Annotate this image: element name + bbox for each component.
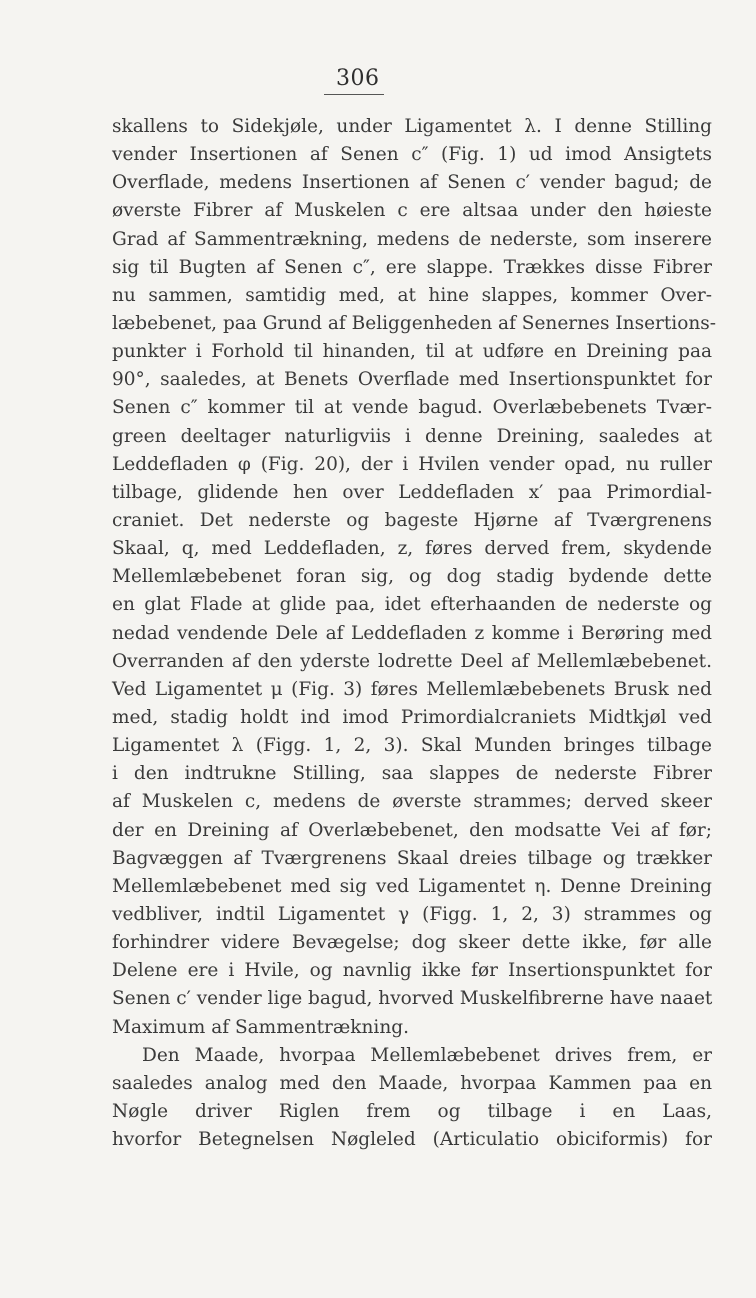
text-line: Nøgle driver Riglen frem og tilbage i en Laas, <box>112 1100 712 1122</box>
text-line: Grad af Sammentrækning, medens de nederste, som inserere <box>112 228 712 250</box>
text-line: Delene ere i Hvile, og navnlig ikke før Insertionspunktet for <box>112 960 712 982</box>
text-line: Ved Ligamentet μ (Fig. 3) føres Mellemlæbebenets Brusk ned <box>112 678 712 700</box>
text-line: Mellemlæbebenet foran sig, og dog stadig bydende dette <box>112 566 712 588</box>
text-line: forhindrer videre Bevægelse; dog skeer dette ikke, før alle <box>112 932 712 954</box>
page-number-rule <box>324 94 384 95</box>
text-line: punkter i Forhold til hinanden, til at udføre en Dreining paa <box>112 341 712 363</box>
body-text <box>112 113 717 1154</box>
text-line: læbebenet, paa Grund af Beliggenheden af Senernes Insertions- <box>112 312 717 334</box>
text-line: tilbage, glidende hen over Leddefladen x′ paa Primordial- <box>112 481 712 503</box>
text-line: Den Maade, hvorpaa Mellemlæbebenet drives frem, er <box>142 1044 712 1066</box>
text-line: green deeltager naturligviis i denne Dreining, saaledes at <box>112 425 712 447</box>
text-line: der en Dreining af Overlæbebenet, den modsatte Vei af før; <box>112 819 712 841</box>
paragraph-2 <box>112 1042 712 1155</box>
text-line: Overflade, medens Insertionen af Senen c′ vender bagud; de <box>112 172 712 194</box>
text-line: Mellemlæbebenet med sig ved Ligamentet η. Denne Dreining <box>112 875 712 897</box>
text-line: skallens to Sidekjøle, under Ligamentet λ. I denne Stilling <box>112 116 712 137</box>
text-line: nedad vendende Dele af Leddefladen z komme i Berøring med <box>112 622 712 644</box>
text-line: nu sammen, samtidig med, at hine slappes, kommer Over- <box>112 284 712 306</box>
text-line: øverste Fibrer af Muskelen c ere altsaa under den høieste <box>112 200 712 222</box>
text-line: Skaal, q, med Leddefladen, z, føres derved frem, skydende <box>112 538 712 560</box>
text-line: en glat Flade at glide paa, idet efterhaanden de nederste og <box>112 594 712 616</box>
text-line: sig til Bugten af Senen c″, ere slappe. Trækkes disse Fibrer <box>112 256 712 278</box>
text-line: hvorfor Betegnelsen Nøgleled (Articulatio obiciformis) for <box>112 1129 712 1151</box>
page-number: 306 <box>336 66 380 91</box>
text-line: Senen c″ kommer til at vende bagud. Overlæbebenets Tvær- <box>112 397 712 419</box>
text-line: craniet. Det nederste og bageste Hjørne af Tværgrenens <box>112 509 712 531</box>
text-line: vender Insertionen af Senen c″ (Fig. 1) ud imod Ansigtets <box>112 144 712 166</box>
text-line: med, stadig holdt ind imod Primordialcraniets Midtkjøl ved <box>112 706 712 728</box>
text-line: af Muskelen c, medens de øverste strammes; derved skeer <box>112 791 712 813</box>
text-line: Maximum af Sammentrækning. <box>112 1016 409 1038</box>
text-line: Bagvæggen af Tværgrenens Skaal dreies tilbage og trækker <box>112 847 712 869</box>
text-line: 90°, saaledes, at Benets Overflade med Insertionspunktet for <box>112 369 712 391</box>
paragraph-1 <box>112 113 717 1042</box>
text-line: Senen c′ vender lige bagud, hvorved Muskelfibrerne have naaet <box>112 988 713 1010</box>
text-line: Overranden af den yderste lodrette Deel af Mellemlæbebenet. <box>112 650 712 672</box>
text-line: vedbliver, indtil Ligamentet γ (Figg. 1, 2, 3) strammes og <box>112 903 712 925</box>
text-line: Ligamentet λ (Figg. 1, 2, 3). Skal Munden bringes tilbage <box>112 735 712 757</box>
text-line: i den indtrukne Stilling, saa slappes de nederste Fibrer <box>112 763 712 785</box>
text-line: Leddefladen φ (Fig. 20), der i Hvilen vender opad, nu ruller <box>112 453 712 475</box>
text-line: saaledes analog med den Maade, hvorpaa Kammen paa en <box>112 1072 712 1094</box>
